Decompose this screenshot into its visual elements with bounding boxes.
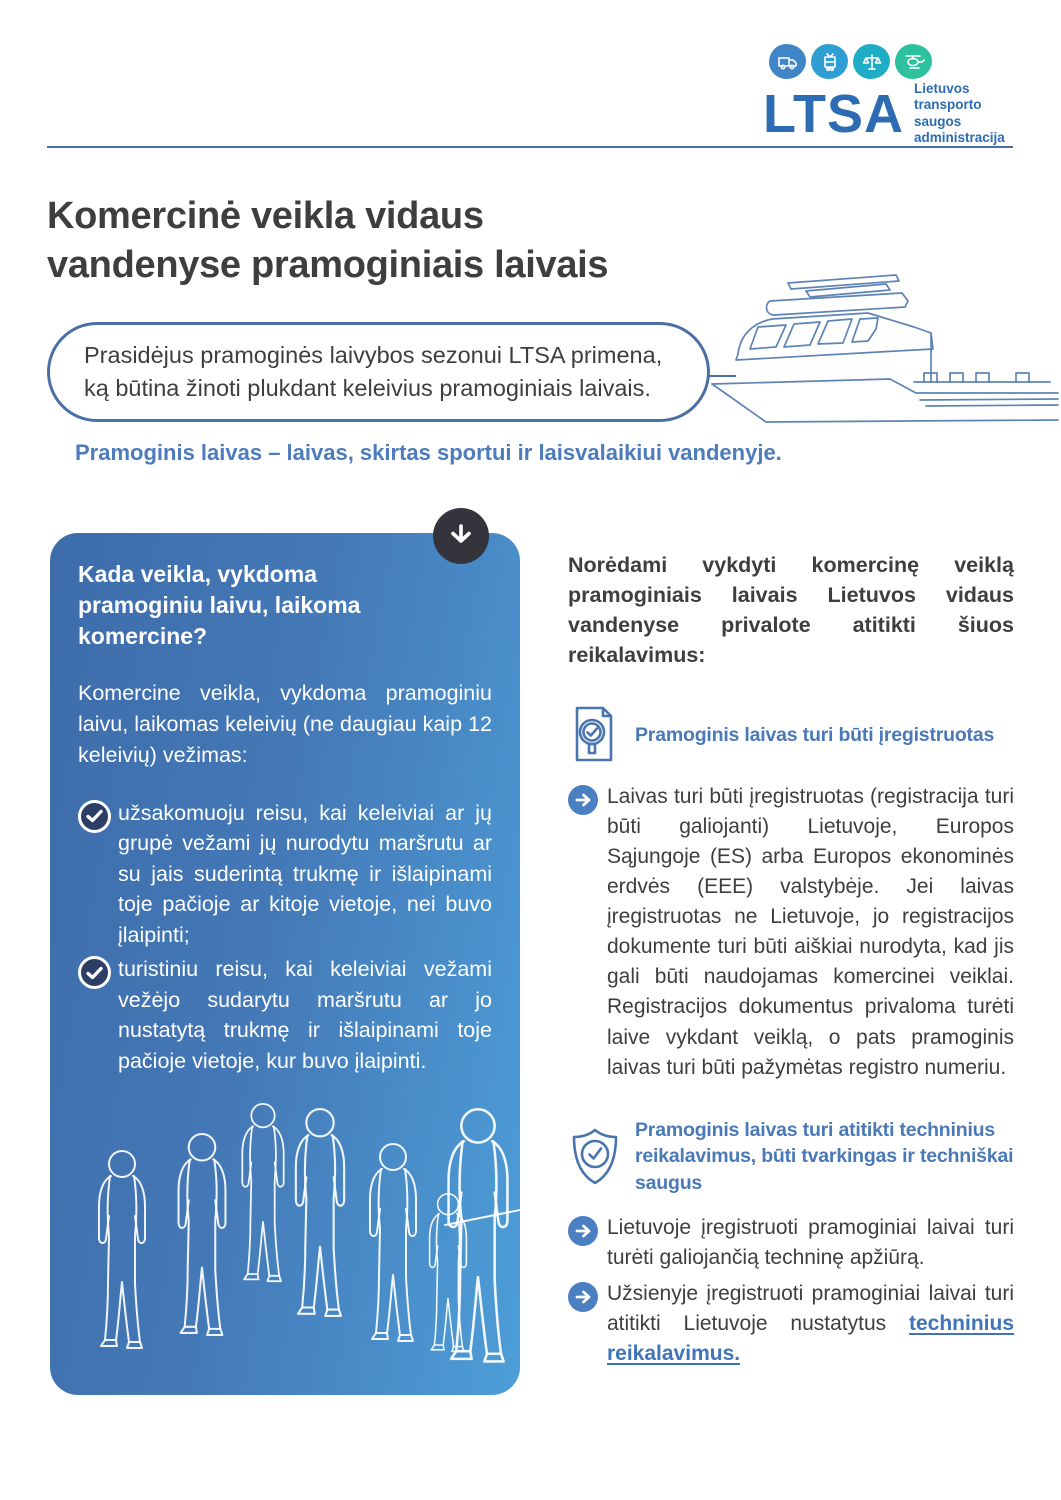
page-title-line2: vandenyse pramoginiais laivais: [47, 243, 609, 286]
ltsa-org-name: Lietuvos transporto saugos administracija: [913, 81, 1005, 146]
card-bullet-text: turistiniu reisu, kai keleiviai vežami vežėjo sudarytu maršrutu ar jo nustatytą trukmę ir išlaipinami toje pačioje vietoje, kur buvo įlaipinti.: [118, 957, 492, 1073]
section-technical: [568, 1117, 1014, 1198]
truck-icon: [769, 44, 806, 79]
intro-speech-bubble: [47, 322, 710, 422]
logo-transport-icons: [769, 44, 1015, 79]
list-item: [78, 798, 492, 951]
page-title-line1: Komercinė veikla vidaus: [47, 195, 484, 237]
section-title: Pramoginis laivas turi atitikti techninius reikalavimus, būti tvarkingas ir techniškai saugus: [635, 1118, 1014, 1195]
check-icon: [78, 800, 111, 833]
bullet-text: Lietuvoje įregistruoti pramoginiai laivai turi turėti galiojančią techninę apžiūrą.: [607, 1216, 1014, 1270]
section-title: Pramoginis laivas turi būti įregistruotas: [635, 723, 995, 746]
technical-requirements-link[interactable]: techninius reikalavimus.: [607, 1312, 1014, 1366]
arrow-right-icon: [568, 785, 598, 815]
document-magnifier-check-icon: [568, 704, 622, 766]
card-bullet-text: užsakomuoju reisu, kai keleiviai ar jų grupė vežami jų nurodytu maršrutu ar su jais suderintą trukmę ir išlaipinami toje pačioje ar kitoje vietoje, nei buvo įlaipinti;: [118, 800, 492, 947]
check-icon: [78, 956, 111, 989]
train-icon: [811, 44, 848, 79]
ltsa-logo: [763, 44, 1015, 147]
yacht-illustration: [700, 262, 1061, 428]
header-divider: [47, 146, 1013, 148]
arrow-right-icon: [568, 1216, 598, 1246]
page-title: [47, 192, 608, 289]
ltsa-wordmark: LTSA: [763, 83, 904, 144]
list-item: [568, 1279, 1014, 1369]
requirements-intro: Norėdami vykdyti komercinę veiklą pramoginiais laivais Lietuvos vidaus vandenyse privalote atitikti šiuos reikalavimus:: [568, 553, 1014, 668]
bullet-text: Laivas turi būti įregistruotas (registracija turi būti galiojanti) Lietuvoje, Europos Sąjungoje (ES) arba Europos ekonominės erdvės (EEE) valstybėje. Jei laivas įregistruotas ne Lietuvoje, jo registracijos dokumente turi būti aiškiai nurodyta, kad jis gali būti naudojamas komercinei veiklai. Registracijos dokumentus privaloma turėti laive vykdant veiklą, o pats pramoginis laivas turi būti pažymėtas registro numeriu.: [607, 785, 1014, 1079]
download-arrow-icon: [448, 522, 474, 550]
section-registration: [568, 704, 1014, 766]
definition-text: Pramoginis laivas – laivas, skirtas sportui ir laisvalaikiui vandenyje.: [75, 440, 782, 465]
arrow-right-icon: [568, 1282, 598, 1312]
bullet-text: [607, 1279, 1014, 1369]
card-intro: Komercine veikla, vykdoma pramoginiu laivu, laikomas keleivių (ne daugiau kaip 12 keleivių) vežimas:: [78, 681, 492, 768]
intro-speech-bubble-text: Prasidėjus pramoginės laivybos sezonui LTSA primena, ką būtina žinoti plukdant keleivius pramoginiais laivais.: [84, 341, 663, 401]
requirements-column: [568, 550, 1014, 1375]
shield-check-icon: [568, 1126, 622, 1188]
list-item: [568, 1213, 1014, 1273]
download-button[interactable]: [433, 508, 489, 564]
bullet-text-before-link: Užsienyje įregistruoti pramoginiai laivai turi atitikti Lietuvoje nustatytus: [607, 1282, 1014, 1336]
commercial-definition-card: [50, 533, 520, 1395]
scales-icon: [853, 44, 890, 79]
walking-people-illustration: [50, 1020, 520, 1395]
helicopter-icon: [895, 44, 932, 79]
list-item: [568, 782, 1014, 1082]
card-heading: Kada veikla, vykdoma pramoginiu laivu, laikoma komercine?: [78, 561, 361, 650]
bubble-connector-line: [706, 375, 736, 377]
